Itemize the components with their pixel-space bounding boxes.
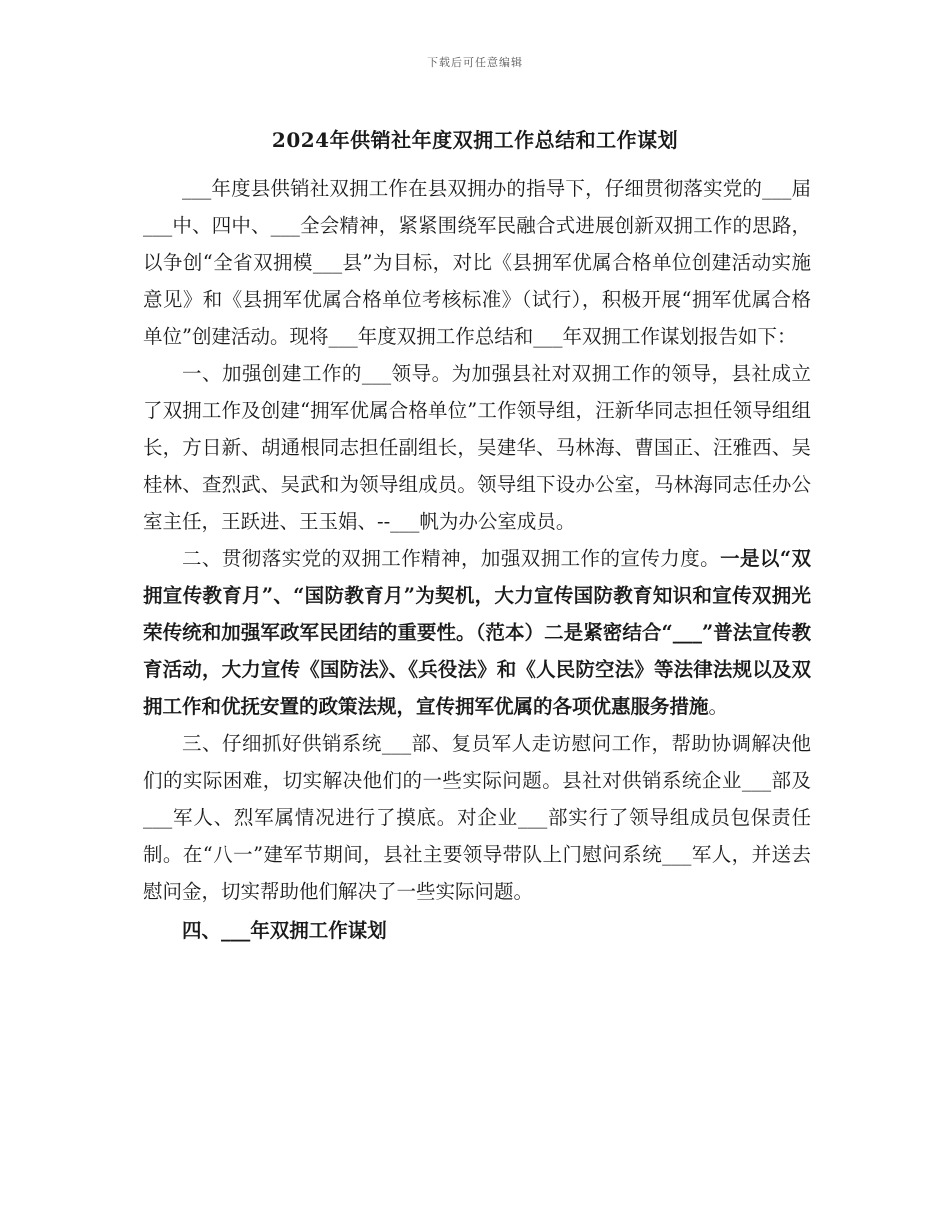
section-4-heading: 四、___年双拥工作谋划 [182,919,387,942]
header-note: 下载后可任意编辑 [427,56,523,69]
section-1-paragraph: 一、加强创建工作的___领导。为加强县社对双拥工作的领导，县社成立了双拥工作及创建“拥军优属合格单位”工作领导组，汪新华同志担任领导组组长，方日新、胡通根同志担任副组长，吴建华、马林海、曹国正、汪雅西、吴桂林、查烈武、吴武和为领导组成员。领导组下设办公室，马林海同志任办公室主任，王跃进、王玉娟、--___帆为办公室成员。 [143,362,811,533]
document-title: 2024年供销社年度双拥工作总结和工作谋划 [271,128,679,152]
section-2-paragraph [143,540,811,725]
section-2-lead: 二、贯彻落实党的双拥工作精神，加强双拥工作的宣传力度。 [182,547,721,570]
section-3-paragraph: 三、仔细抓好供销系统___部、复员军人走访慰问工作，帮助协调解决他们的实际困难，切实解决他们的一些实际问题。县社对供销系统企业___部及___军人、烈军属情况进行了摸底。对企业___部实行了领导组成员包保责任制。在“八一”建军节期间，县社主要领导带队上门慰问系统___军人，并送去慰问金，切实帮助他们解决了一些实际问题。 [143,732,811,903]
section-2-end: 。 [708,695,729,718]
document-body [143,170,811,949]
section-2-bold-text: 一是以“双拥宣传教育月”、“国防教育月”为契机，大力宣传国防教育知识和宣传双拥光荣传统和加强军政军民团结的重要性。（范本）二是紧密结合“___”普法宣传教育活动，大力宣传《国防法》、《兵役法》和《人民防空法》等法律法规以及双拥工作和优抚安置的政策法规，宣传拥军优属的各项优惠服务措施 [143,547,811,718]
intro-paragraph: ___年度县供销社双拥工作在县双拥办的指导下，仔细贯彻落实党的___届___中、四中、___全会精神，紧紧围绕军民融合式进展创新双拥工作的思路，以争创“全省双拥模___县”为目标，对比《县拥军优属合格单位创建活动实施意见》和《县拥军优属合格单位考核标准》（试行），积极开展“拥军优属合格单位”创建活动。现将___年度双拥工作总结和___年双拥工作谋划报告如下： [143,177,811,348]
